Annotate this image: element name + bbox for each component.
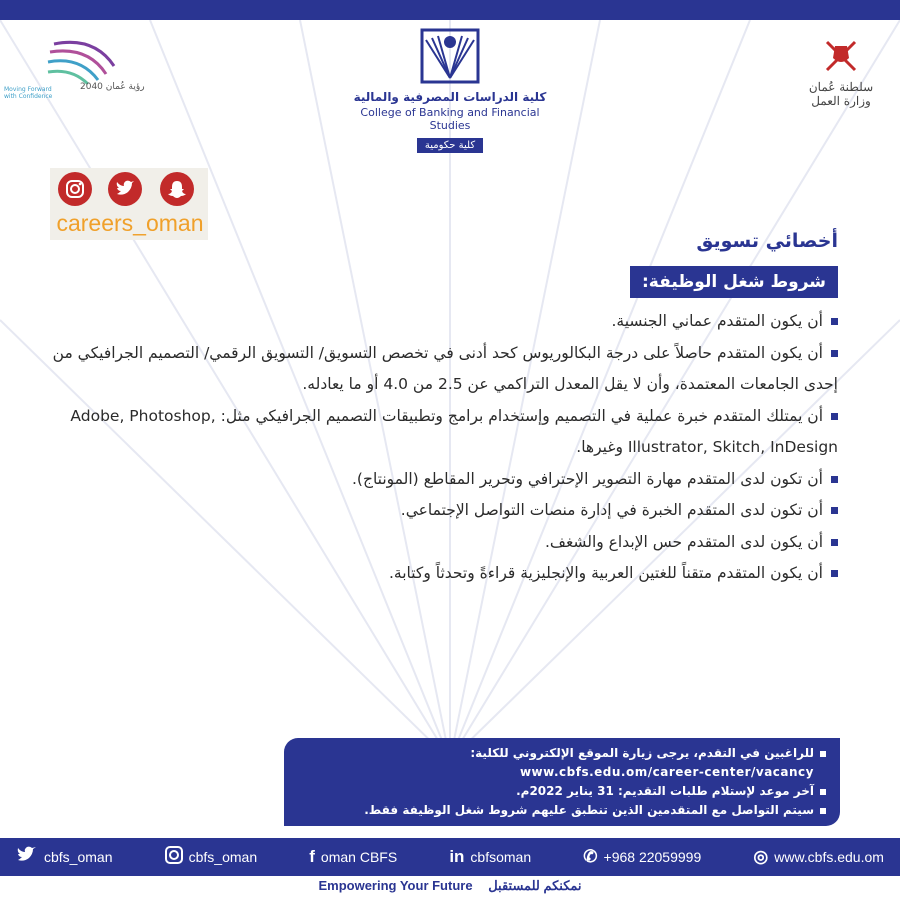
top-bar [0, 0, 900, 20]
bullet-icon [831, 476, 838, 483]
college-tag: كلية حكومية [417, 138, 483, 153]
oman-emblem-icon [821, 36, 861, 76]
requirements-list [48, 306, 838, 590]
vision-swirl-icon [44, 36, 124, 86]
footer-instagram[interactable]: cbfs_oman [165, 846, 257, 869]
snapchat-icon[interactable] [160, 172, 194, 206]
tagline-arabic: نمكنكم للمستقبل [488, 878, 582, 893]
application-info-box [284, 738, 840, 826]
college-emblem-icon [420, 28, 480, 84]
job-title: أخصائي تسويق [696, 230, 838, 252]
vision-logo-english: Moving Forward with Confidence [4, 86, 53, 100]
twitter-icon[interactable] [108, 172, 142, 206]
bullet-icon [831, 539, 838, 546]
footer-linkedin[interactable]: in cbfsoman [449, 847, 532, 866]
requirement-item: أن تكون لدى المتقدم مهارة التصوير الإحترافي وتحرير المقاطع (المونتاج). [48, 464, 838, 496]
bullet-icon [820, 789, 826, 795]
ministry-logo [796, 36, 886, 112]
ministry-name-line1: سلطنة عُمان [808, 80, 874, 94]
info-line-contact: سيتم التواصل مع المتقدمين الذين تنطبق عليهم شروط شغل الوظيفة فقط. [294, 801, 826, 820]
ministry-name-line2: وزارة العمل [811, 94, 871, 108]
facebook-icon: f [309, 847, 315, 866]
requirement-item: أن يكون المتقدم عماني الجنسية. [48, 306, 838, 338]
careers-social-box [50, 168, 208, 240]
footer-phone[interactable]: ✆ +968 22059999 [583, 847, 702, 866]
globe-icon: ◎ [753, 847, 769, 866]
bullet-icon [820, 751, 826, 757]
requirement-item: أن يكون لدى المتقدم حس الإبداع والشغف. [48, 527, 838, 559]
requirement-item: أن يكون المتقدم متقناً للغتين العربية والإنجليزية قراءةً وتحدثاً وكتابة. [48, 558, 838, 590]
footer-facebook[interactable]: f oman CBFS [309, 847, 398, 866]
bullet-icon [831, 318, 838, 325]
instagram-icon [165, 846, 183, 869]
requirement-item: أن تكون لدى المتقدم الخبرة في إدارة منصات التواصل الإجتماعي. [48, 495, 838, 527]
vision-logo-arabic: رؤية عُمان 2040 [80, 82, 145, 92]
tagline-english: Empowering Your Future [318, 878, 473, 893]
phone-icon: ✆ [583, 847, 598, 866]
instagram-icon[interactable] [58, 172, 92, 206]
footer-website[interactable]: ◎ www.cbfs.edu.om [753, 847, 884, 866]
college-name-english: College of Banking and Financial Studies [360, 106, 540, 132]
careers-handle: careers_oman [56, 210, 204, 236]
info-line-deadline: آخر موعد لإستلام طلبات التقديم: 31 يناير 2022م. [294, 782, 826, 801]
conditions-header: شروط شغل الوظيفة: [630, 266, 838, 298]
vacancy-link[interactable]: www.cbfs.edu.om/career-center/vacancy [519, 765, 814, 779]
bullet-icon [831, 570, 838, 577]
bullet-icon [831, 507, 838, 514]
tagline [0, 876, 900, 896]
info-line-apply: للراغبين في التقدم، يرجى زيارة الموقع الإلكتروني للكلية: [294, 744, 826, 763]
footer-twitter[interactable]: cbfs_oman [16, 846, 112, 869]
requirement-item: أن يمتلك المتقدم خبرة عملية في التصميم وإستخدام برامج وتطبيقات التصميم الجرافيكي مثل: Adobe, Photoshop, Illustrator, Skitch, InDesign وغيرها. [70, 406, 838, 456]
footer-bar [0, 838, 900, 876]
bullet-icon [831, 350, 838, 357]
college-name-arabic: كلية الدراسات المصرفية والمالية [353, 90, 547, 104]
requirement-item: أن يكون المتقدم حاصلاً على درجة البكالوريوس كحد أدنى في تخصص التسويق/ التسويق الرقمي/ التصميم الجرافيكي من إحدى الجامعات المعتمدة، وأن لا يقل المعدل التراكمي عن 2.5 من 4.0 أو ما يعادله. [52, 343, 838, 393]
bullet-icon [820, 808, 826, 814]
twitter-icon [16, 846, 38, 869]
linkedin-icon: in [449, 847, 465, 866]
bullet-icon [831, 413, 838, 420]
college-logo [345, 28, 555, 151]
